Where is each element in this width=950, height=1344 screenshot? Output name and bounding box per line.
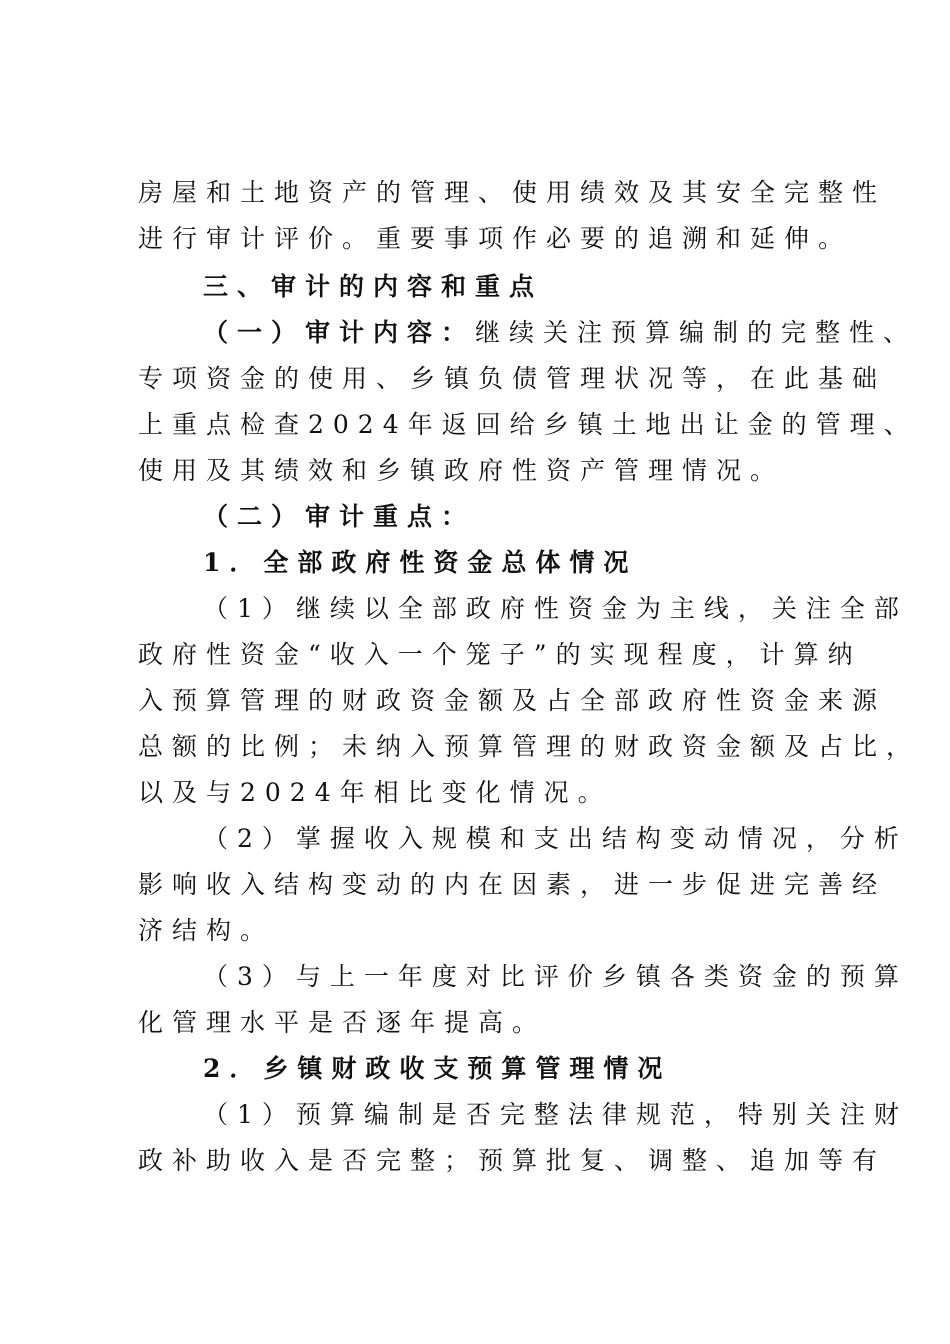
paragraph-line-16: （1）预算编制是否完整法律规范，特别关注财 [203, 1100, 908, 1129]
paragraph-line-11: （2）掌握收入规模和支出结构变动情况，分析 [203, 824, 908, 853]
heading-item-2: 2．乡镇财政收支预算管理情况 [203, 1054, 672, 1083]
paragraph-line-15: 化管理水平是否逐年提高。 [138, 1008, 547, 1037]
paragraph-line-8: 入预算管理的财政资金额及占全部政府性资金来源 [138, 686, 887, 715]
heading-item-1: 1．全部政府性资金总体情况 [203, 548, 638, 577]
paragraph-line-5: 使用及其绩效和乡镇政府性资产管理情况。 [138, 456, 785, 485]
paragraph-line-14: （3）与上一年度对比评价乡镇各类资金的预算 [203, 962, 908, 991]
paragraph-line-12: 影响收入结构变动的内在因素，进一步促进完善经 [138, 870, 887, 899]
paragraph-line-4: 上重点检查2024年返回给乡镇土地出让金的管理、 [138, 410, 918, 439]
paragraph-line-10: 以及与2024年相比变化情况。 [138, 778, 612, 807]
subsection-audit-content [203, 318, 917, 348]
subsection-text: 继续关注预算编制的完整性、 [475, 318, 918, 347]
paragraph-line-7: 政府性资金“收入一个笼子”的实现程度，计算纳 [138, 640, 862, 669]
paragraph-line-13: 济结构。 [138, 916, 275, 945]
paragraph-line-17: 政补助收入是否完整；预算批复、调整、追加等有 [138, 1146, 887, 1175]
subsection-label: （一）审计内容： [203, 318, 476, 347]
paragraph-line-1: 房屋和土地资产的管理、使用绩效及其安全完整性 [138, 178, 887, 207]
paragraph-line-9: 总额的比例；未纳入预算管理的财政资金额及占比， [138, 732, 921, 761]
paragraph-line-2: 进行审计评价。重要事项作必要的追溯和延伸。 [138, 224, 853, 253]
paragraph-line-6: （1）继续以全部政府性资金为主线，关注全部 [203, 594, 908, 623]
section-heading-three: 三、审计的内容和重点 [203, 272, 544, 301]
paragraph-line-3: 专项资金的使用、乡镇负债管理状况等，在此基础 [138, 364, 887, 393]
subsection-audit-focus: （二）审计重点： [203, 502, 476, 531]
